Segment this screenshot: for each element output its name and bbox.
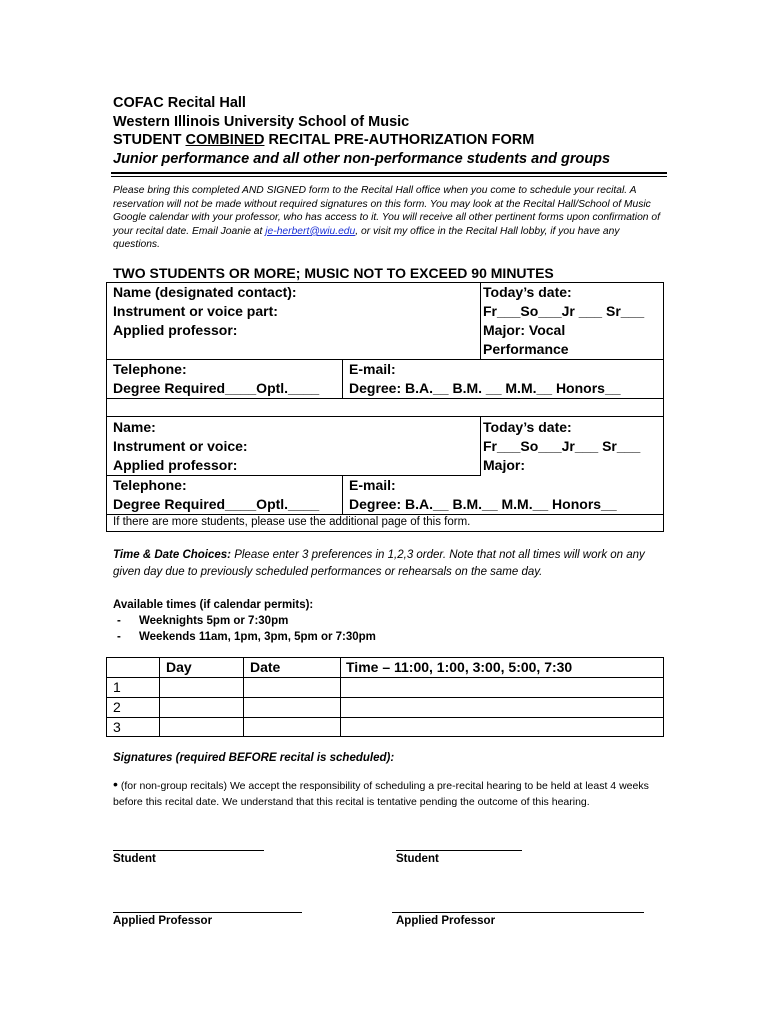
date-header: Date (250, 659, 281, 675)
row-number: 2 (113, 699, 121, 715)
table-border-top (106, 657, 664, 658)
class-year-field[interactable]: Fr___So___Jr ___ Sr___ (483, 303, 645, 319)
col-divider (340, 657, 341, 737)
row-divider (106, 416, 664, 417)
school-title: Western Illinois University School of Music (113, 113, 410, 130)
professor-field[interactable]: Applied professor: (113, 457, 238, 473)
student-signature-line[interactable] (113, 850, 264, 851)
day-header: Day (166, 659, 192, 675)
major-field[interactable]: Major: (483, 457, 525, 473)
col-divider (480, 282, 481, 360)
table-border-bottom (106, 531, 664, 532)
instrument-field[interactable]: Instrument or voice: (113, 438, 248, 454)
degree-field[interactable]: Degree: B.A.__ B.M. __ M.M.__ Honors__ (349, 380, 621, 396)
degree-field[interactable]: Degree: B.A.__ B.M.__ M.M.__ Honors__ (349, 496, 617, 512)
instrument-field[interactable]: Instrument or voice part: (113, 303, 278, 319)
hearing-statement: • (for non-group recitals) We accept the responsibility of scheduling a pre-recital hearing to be held at least 4 weeks before this recital date. We understand that this recital is tentative pending the outcome of this hearing. (113, 776, 649, 808)
row-divider (106, 717, 664, 718)
col-divider (243, 657, 244, 737)
professor-label: Applied Professor (113, 915, 213, 927)
available-times (113, 597, 376, 645)
student-label: Student (396, 853, 439, 865)
intro-paragraph: Please bring this completed AND SIGNED form to the Recital Hall office when you come to schedule your recital. A reservation will not be made without required signatures on this form. You may look at the Recital Hall/School of Music Google calendar with your professor, who has access to it. You will receive all other pertinent forms upon confirmation of your recital date. Email Joanie at je-herbert@wiu.edu, or visit my office in the Recital Hall lobby, if you have any questions. (113, 185, 660, 251)
table-border-left (106, 657, 107, 737)
todays-date-field[interactable]: Today’s date: (483, 284, 572, 300)
bullet-icon: • (113, 776, 118, 792)
table-border-right (663, 657, 664, 737)
table-border-right (663, 282, 664, 532)
col-divider (159, 657, 160, 737)
col-divider (342, 359, 343, 399)
header-rule-thin (111, 176, 667, 177)
email-field[interactable]: E-mail: (349, 477, 396, 493)
professor-label: Applied Professor (396, 915, 496, 927)
major-field-cont: Performance (483, 341, 569, 357)
degree-required-field[interactable]: Degree Required____Optl.____ (113, 496, 320, 512)
col-divider (480, 417, 481, 476)
professor-field[interactable]: Applied professor: (113, 322, 238, 338)
student-signature-line[interactable] (396, 850, 522, 851)
schedule-table (106, 657, 664, 737)
major-field[interactable]: Major: Vocal (483, 322, 566, 338)
more-students-note: If there are more students, please use the additional page of this form. (113, 516, 471, 528)
signatures-title: Signatures (required BEFORE recital is scheduled): (113, 752, 395, 764)
combined-word: COMBINED (185, 132, 265, 148)
todays-date-field[interactable]: Today’s date: (483, 419, 572, 435)
row-number: 3 (113, 719, 121, 735)
degree-required-field[interactable]: Degree Required____Optl.____ (113, 380, 320, 396)
class-year-field[interactable]: Fr___So___Jr___ Sr___ (483, 438, 641, 454)
time-header: Time – 11:00, 1:00, 3:00, 5:00, 7:30 (346, 659, 573, 675)
header-rule-thick (111, 172, 667, 174)
col-divider (342, 475, 343, 515)
available-time-item: - Weekends 11am, 1pm, 3pm, 5pm or 7:30pm (117, 631, 376, 643)
telephone-field[interactable]: Telephone: (113, 361, 187, 377)
form-header (113, 94, 673, 168)
row-divider (106, 677, 664, 678)
email-field[interactable]: E-mail: (349, 361, 396, 377)
form-subtitle: Junior performance and all other non-performance students and groups (113, 150, 611, 167)
student-label: Student (113, 853, 156, 865)
section-title: TWO STUDENTS OR MORE; MUSIC NOT TO EXCEED 90 MINUTES (113, 265, 554, 281)
available-time-item: - Weeknights 5pm or 7:30pm (117, 615, 289, 627)
form-title: STUDENT COMBINED RECITAL PRE-AUTHORIZATION FORM (113, 132, 535, 148)
hall-title: COFAC Recital Hall (113, 95, 246, 111)
time-date-instructions: Time & Date Choices: Please enter 3 preferences in 1,2,3 order. Note that not all times will work on any given day due to previously scheduled performances or rehearsals on the same day. (113, 549, 645, 578)
name-field[interactable]: Name: (113, 419, 156, 435)
table-border-left (106, 282, 107, 532)
row-divider (106, 697, 664, 698)
name-field[interactable]: Name (designated contact): (113, 284, 297, 300)
available-times-title: Available times (if calendar permits): (113, 599, 314, 611)
student-info-table (106, 282, 664, 532)
row-number: 1 (113, 679, 121, 695)
professor-signature-line[interactable] (392, 912, 644, 913)
email-link[interactable]: je-herbert@wiu.edu (265, 225, 356, 237)
table-border-bottom (106, 736, 664, 737)
telephone-field[interactable]: Telephone: (113, 477, 187, 493)
professor-signature-line[interactable] (113, 912, 302, 913)
